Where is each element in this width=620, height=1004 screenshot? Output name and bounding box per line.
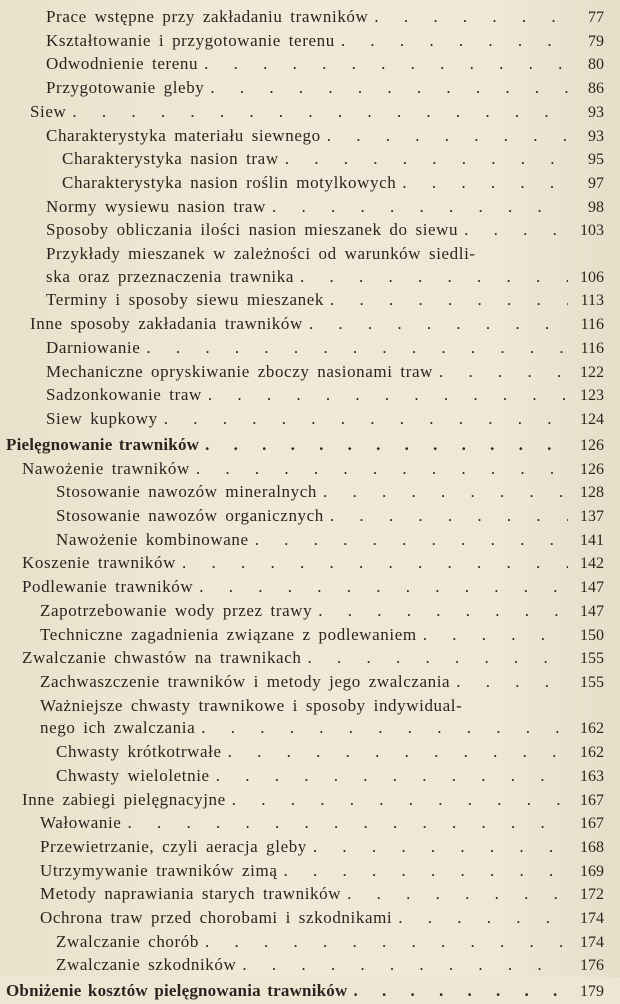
- toc-entry-title: Stosowanie nawozów organicznych: [56, 506, 324, 526]
- toc-page-number: 172: [580, 886, 604, 904]
- toc-page-number: 98: [588, 198, 604, 216]
- toc-entry-title: Sadzonkowanie traw: [46, 385, 202, 405]
- toc-entry-title: Normy wysiewu nasion traw: [46, 196, 266, 216]
- dot-leader: [202, 384, 568, 407]
- toc-entry-title: Charakterystyka materiału siewnego: [46, 125, 321, 145]
- toc-entry-title: Darniowanie: [46, 337, 141, 357]
- toc-entry-title: Chwasty wieloletnie: [56, 765, 210, 785]
- toc-page-number: 150: [580, 626, 604, 644]
- toc-entry-title: Koszenie trawników: [22, 553, 177, 573]
- dot-leader: [121, 812, 568, 835]
- toc-entry: [0, 529, 620, 553]
- toc-entry: [0, 741, 620, 765]
- toc-entry-title: Charakterystyka nasion traw: [62, 149, 279, 169]
- toc-entry-title: Stosowanie nawozów mineralnych: [56, 482, 317, 502]
- toc-entry: [0, 860, 620, 884]
- dot-leader: [301, 647, 568, 670]
- toc-entry: [0, 717, 620, 741]
- toc-page-number: 116: [580, 339, 604, 357]
- toc-entry: [0, 624, 620, 648]
- toc-entry: [0, 148, 620, 172]
- dot-leader: [66, 101, 568, 124]
- dot-leader: [335, 30, 568, 53]
- toc-page-number: 167: [580, 791, 604, 809]
- toc-entry-title: Metody naprawiania starych trawników: [40, 884, 342, 904]
- toc-entry: [0, 337, 620, 361]
- toc-entry-title: Zwalczanie chwastów na trawnikach: [22, 648, 302, 668]
- dot-leader: [324, 289, 568, 312]
- dot-leader: [140, 337, 568, 360]
- toc-entry: [0, 576, 620, 600]
- toc-entry-title: Terminy i sposoby siewu mieszanek: [46, 290, 325, 310]
- dot-leader: [193, 576, 568, 599]
- toc-entry: [0, 219, 620, 243]
- dot-leader: [195, 717, 568, 740]
- toc-entry: [0, 505, 620, 529]
- toc-page-number: 106: [580, 268, 604, 286]
- toc-entry-title: Pielęgnowanie trawników: [6, 434, 200, 454]
- dot-leader: [341, 883, 568, 906]
- toc-entry-title: Zwalczanie chorób: [56, 931, 199, 951]
- toc-page-number: 113: [580, 292, 604, 310]
- toc-entry: [0, 30, 620, 54]
- dot-leader: [324, 505, 568, 528]
- toc-entry-title: Kształtowanie i przygotowanie terenu: [46, 30, 335, 50]
- toc-page-number: 163: [580, 767, 604, 785]
- toc-page-number: 141: [580, 531, 604, 549]
- toc-entry: [0, 931, 620, 955]
- dot-leader: [158, 408, 568, 431]
- toc-entry-title: Nawożenie trawników: [22, 458, 190, 478]
- table-of-contents: [0, 6, 620, 1004]
- toc-entry-title: Techniczne zagadnienia związane z podlewaniem: [40, 624, 417, 644]
- toc-entry: [0, 836, 620, 860]
- dot-leader: [199, 931, 568, 954]
- toc-entry-title: Przykłady mieszanek w zależności od warunków siedli-: [46, 244, 476, 264]
- toc-page-number: 168: [580, 838, 604, 856]
- toc-page-number: 95: [588, 151, 604, 169]
- toc-entry-title: Mechaniczne opryskiwanie zboczy nasionami traw: [46, 361, 434, 381]
- toc-entry: [0, 481, 620, 505]
- dot-leader: [236, 954, 568, 977]
- toc-entry-title: Obniżenie kosztów pielęgnowania trawników: [6, 981, 348, 1001]
- toc-page-number: 174: [580, 910, 604, 928]
- toc-entry: [0, 196, 620, 220]
- toc-entry-title: Charakterystyka nasion roślin motylkowych: [62, 172, 397, 192]
- dot-leader: [368, 6, 568, 29]
- dot-leader: [307, 836, 568, 859]
- toc-entry: [0, 361, 620, 385]
- dot-leader: [190, 458, 568, 481]
- toc-page-number: 179: [580, 983, 604, 1001]
- toc-entry-title: Siew kupkowy: [46, 408, 158, 428]
- dot-leader: [317, 481, 568, 504]
- toc-page-number: 162: [580, 720, 604, 738]
- toc-entry: [0, 266, 620, 290]
- toc-entry: [0, 243, 620, 266]
- toc-page-number: 147: [580, 579, 604, 597]
- toc-page-number: 86: [588, 80, 604, 98]
- toc-entry: [0, 289, 620, 313]
- toc-page-number: 116: [580, 316, 604, 334]
- toc-page-number: 123: [580, 387, 604, 405]
- toc-entry: [0, 458, 620, 482]
- dot-leader: [279, 148, 568, 171]
- toc-page-number: 126: [580, 436, 604, 454]
- toc-entry-title: Chwasty krótkotrwałe: [56, 742, 222, 762]
- toc-page-number: 169: [580, 862, 604, 880]
- toc-entry: [0, 6, 620, 30]
- toc-entry-title: Siew: [30, 101, 67, 121]
- toc-chapter-entry: [0, 432, 620, 458]
- dot-leader: [396, 172, 568, 195]
- toc-entry: [0, 600, 620, 624]
- toc-entry-title: Ważniejsze chwasty trawnikowe i sposoby indywidual-: [40, 695, 463, 715]
- toc-page-number: 137: [580, 508, 604, 526]
- toc-page-number: 103: [580, 222, 604, 240]
- toc-entry-title: Zachwaszczenie trawników i metody jego zwalczania: [40, 671, 451, 691]
- toc-entry: [0, 53, 620, 77]
- toc-entry-title: Odwodnienie terenu: [46, 54, 199, 74]
- dot-leader: [222, 741, 568, 764]
- toc-entry-title: Zapotrzebowanie wody przez trawy: [40, 600, 313, 620]
- toc-entry: [0, 954, 620, 978]
- toc-entry-title: Przygotowanie gleby: [46, 78, 205, 98]
- toc-entry-title: Nawożenie kombinowane: [56, 529, 249, 549]
- toc-entry-title: Zwalczanie szkodników: [56, 955, 237, 975]
- toc-entry-title: Sposoby obliczania ilości nasion mieszanek do siewu: [46, 220, 459, 240]
- dot-leader: [199, 432, 568, 457]
- dot-leader: [417, 624, 568, 647]
- toc-page-number: 147: [580, 602, 604, 620]
- dot-leader: [210, 765, 568, 788]
- toc-page-number: 79: [588, 32, 604, 50]
- toc-entry: [0, 765, 620, 789]
- dot-leader: [266, 196, 568, 219]
- dot-leader: [450, 671, 568, 694]
- toc-page-number: 142: [580, 555, 604, 573]
- toc-chapter-entry: [0, 978, 620, 1004]
- dot-leader: [303, 313, 568, 336]
- dot-leader: [458, 219, 568, 242]
- toc-page-number: 162: [580, 744, 604, 762]
- toc-entry-title: nego ich zwalczania: [40, 718, 196, 738]
- dot-leader: [392, 907, 568, 930]
- dot-leader: [294, 266, 568, 289]
- toc-page-number: 167: [580, 815, 604, 833]
- toc-page-number: 97: [588, 174, 604, 192]
- toc-entry: [0, 313, 620, 337]
- toc-entry: [0, 812, 620, 836]
- toc-entry: [0, 125, 620, 149]
- toc-entry: [0, 172, 620, 196]
- toc-entry-title: Inne zabiegi pielęgnacyjne: [22, 789, 226, 809]
- toc-entry: [0, 384, 620, 408]
- toc-page-number: 122: [580, 363, 604, 381]
- dot-leader: [347, 978, 568, 1003]
- toc-entry: [0, 883, 620, 907]
- toc-entry: [0, 789, 620, 813]
- dot-leader: [312, 600, 568, 623]
- dot-leader: [249, 529, 568, 552]
- toc-entry: [0, 408, 620, 432]
- toc-entry-title: ska oraz przeznaczenia trawnika: [46, 266, 294, 286]
- toc-entry: [0, 101, 620, 125]
- toc-entry-title: Wałowanie: [40, 813, 122, 833]
- toc-page-number: 126: [580, 460, 604, 478]
- toc-page-number: 93: [588, 103, 604, 121]
- dot-leader: [176, 552, 568, 575]
- toc-entry: [0, 671, 620, 695]
- toc-page-number: 77: [588, 9, 604, 26]
- toc-page-number: 124: [580, 410, 604, 428]
- toc-page-number: 155: [580, 650, 604, 668]
- dot-leader: [226, 789, 568, 812]
- toc-page-number: 174: [580, 933, 604, 951]
- toc-entry-title: Ochrona traw przed chorobami i szkodnikami: [40, 908, 393, 928]
- toc-entry: [0, 695, 620, 718]
- toc-page-number: 128: [580, 484, 604, 502]
- toc-entry-title: Prace wstępne przy zakładaniu trawników: [46, 7, 369, 26]
- dot-leader: [433, 361, 568, 384]
- toc-entry: [0, 552, 620, 576]
- toc-page-number: 155: [580, 673, 604, 691]
- toc-entry: [0, 77, 620, 101]
- toc-entry-title: Utrzymywanie trawników zimą: [40, 860, 278, 880]
- toc-entry-title: Inne sposoby zakładania trawników: [30, 314, 303, 334]
- toc-entry-title: Przewietrzanie, czyli aeracja gleby: [40, 836, 307, 856]
- toc-entry-title: Podlewanie trawników: [22, 577, 194, 597]
- dot-leader: [204, 77, 568, 100]
- toc-entry: [0, 907, 620, 931]
- dot-leader: [321, 125, 568, 148]
- dot-leader: [198, 53, 568, 76]
- dot-leader: [277, 860, 568, 883]
- toc-page-number: 176: [580, 957, 604, 975]
- toc-page-number: 80: [588, 56, 604, 74]
- toc-page-number: 93: [588, 127, 604, 145]
- toc-entry: [0, 647, 620, 671]
